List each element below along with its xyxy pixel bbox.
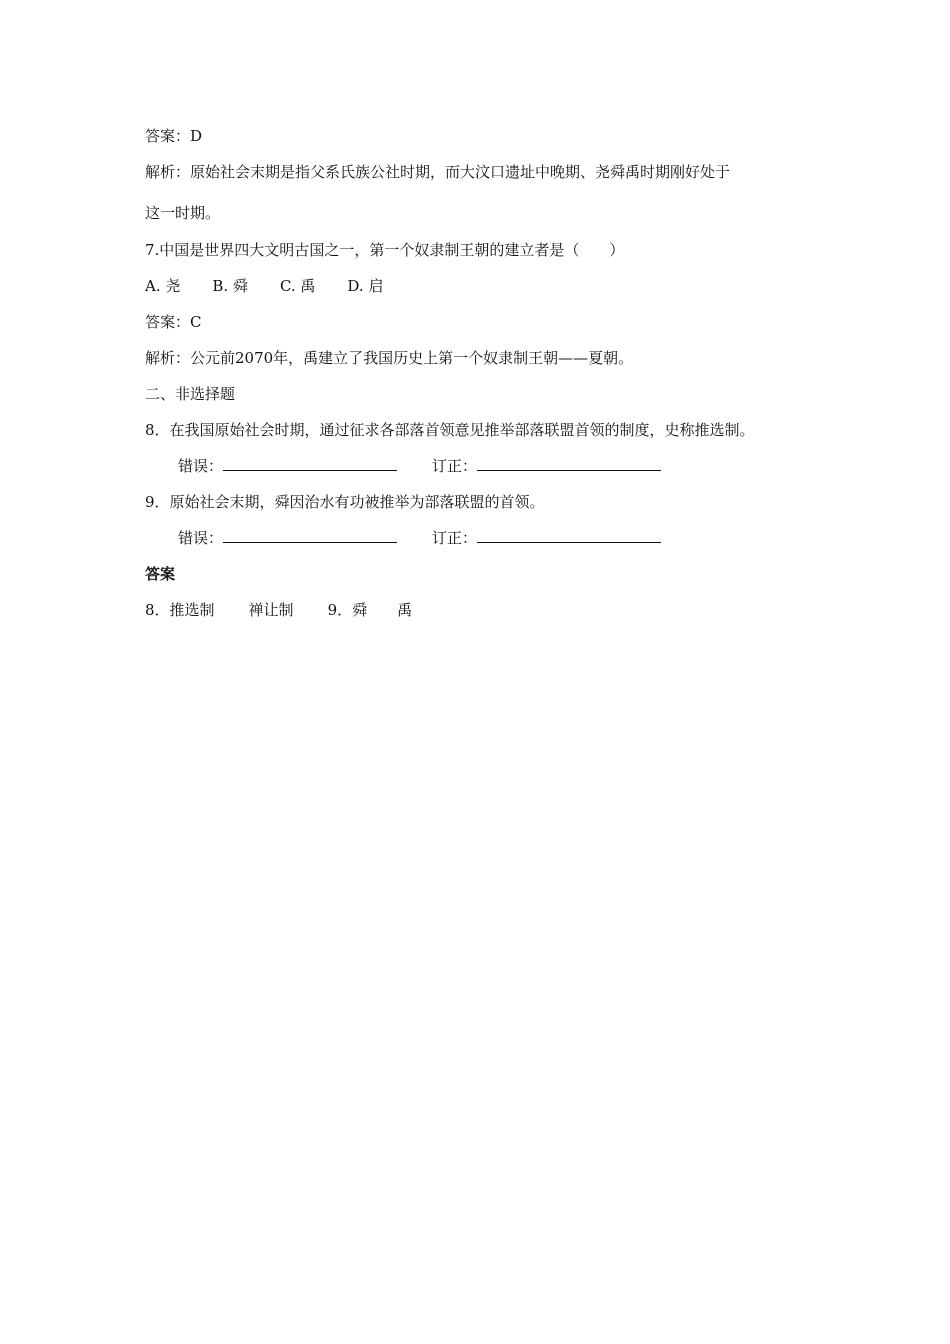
answers-heading: 答案 xyxy=(145,565,176,583)
q6-analysis-line2: 这一时期。 xyxy=(145,204,221,222)
q6-analysis-line1: 解析：原始社会末期是指父系氏族公社时期，而大汶口遗址中晚期、尧舜禹时期刚好处于 xyxy=(145,163,731,181)
answer-item: 禅让制 xyxy=(248,601,294,619)
q6-answer: 答案：D xyxy=(145,127,203,145)
q7-options xyxy=(145,276,383,296)
q8-statement: 8．在我国原始社会时期，通过征求各部落首领意见推举部落联盟首领的制度，史称推选制。 xyxy=(145,421,755,439)
q8-correction-blank[interactable] xyxy=(477,456,661,471)
q7-option-a: A. 尧 xyxy=(145,277,181,295)
answer-item: 9．舜 xyxy=(327,601,368,619)
answer-item: 8．推选制 xyxy=(145,601,215,619)
q7-question: 7.中国是世界四大文明古国之一，第一个奴隶制王朝的建立者是（ ） xyxy=(145,241,625,259)
answers-row xyxy=(145,600,412,620)
section-title: 二、非选择题 xyxy=(145,385,236,403)
q7-analysis: 解析：公元前2070年，禹建立了我国历史上第一个奴隶制王朝——夏朝。 xyxy=(145,349,634,367)
q7-option-c: C. 禹 xyxy=(279,277,316,295)
q9-error-label: 错误： xyxy=(178,529,224,547)
q9-fill-row xyxy=(178,528,661,548)
q7-option-b: B. 舜 xyxy=(212,277,248,295)
q9-correction-blank[interactable] xyxy=(477,528,661,543)
q9-error-blank[interactable] xyxy=(223,528,397,543)
q9-statement: 9．原始社会末期，舜因治水有功被推举为部落联盟的首领。 xyxy=(145,493,545,511)
q8-correction-label: 订正： xyxy=(432,457,478,475)
q7-option-d: D. 启 xyxy=(347,277,384,295)
q8-error-label: 错误： xyxy=(178,457,224,475)
answer-item: 禹 xyxy=(397,601,413,619)
q8-fill-row xyxy=(178,456,661,476)
q8-error-blank[interactable] xyxy=(223,456,397,471)
q9-correction-label: 订正： xyxy=(432,529,478,547)
q7-answer: 答案：C xyxy=(145,313,202,331)
